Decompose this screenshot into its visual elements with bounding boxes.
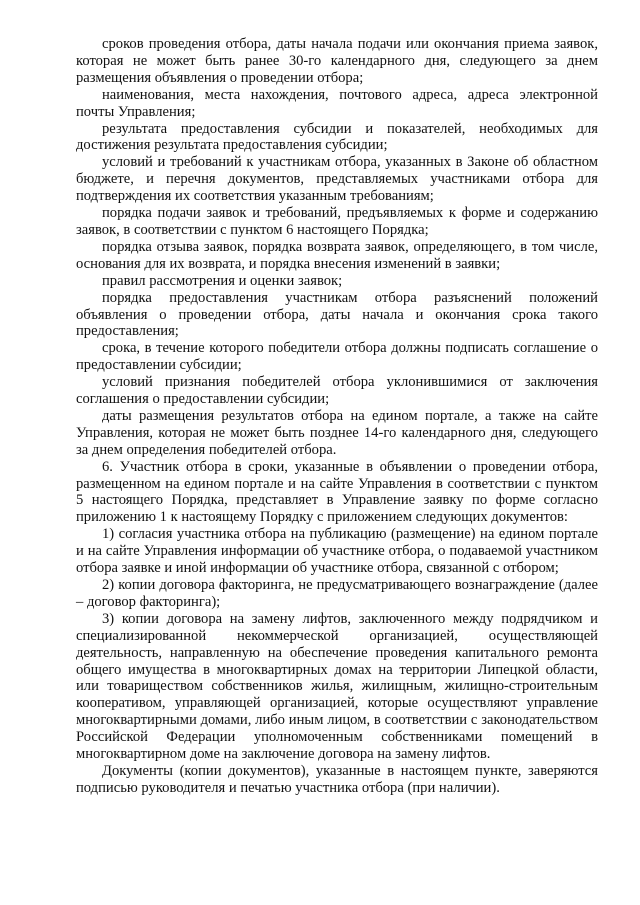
paragraph-item-2-factoring: 2) копии договора факторинга, не предусматривающего вознаграждение (далее – договор факторинга);	[76, 577, 598, 610]
paragraph-item-3-elevator-contract: 3) копии договора на замену лифтов, заключенного между подрядчиком и специализированной некоммерческой организацией, осуществляющей деятельность, направленную на обеспечение проведения капитального ремонта общего имущества в многоквартирных домах на территории Липецкой области, или товариществом собственников жилья, жилищным, жилищно-строительным кооперативом, управляющей организацией, которые осуществляют управление многоквартирными домами, либо иным лицом, в соответствии с законодательством Российской Федерации уполномоченным собственниками помещений в многоквартирном доме на заключение договора на замену лифтов.	[76, 610, 598, 763]
paragraph-evasion-conditions: условий признания победителей отбора уклонившимися от заключения соглашения о предоставлении субсидии;	[76, 374, 598, 408]
paragraph-results-publication: даты размещения результатов отбора на едином портале, а также на сайте Управления, которая не может быть позднее 14-го календарного дня, следующего за днем определения победителей отбора.	[76, 407, 598, 458]
paragraph-certification: Документы (копии документов), указанные в настоящем пункте, заверяются подписью руководителя и печатью участника отбора (при наличии).	[76, 762, 598, 796]
paragraph-submission-procedure: порядка подачи заявок и требований, предъявляемых к форме и содержанию заявок, в соответствии с пунктом 6 настоящего Порядка;	[76, 205, 598, 238]
paragraph-clarifications: порядка предоставления участникам отбора разъяснений положений объявления о проведении отбора, даты начала и окончания срока такого предоставления;	[76, 289, 598, 340]
paragraph-signing-deadline: срока, в течение которого победители отбора должны подписать соглашение о предоставлении субсидии;	[76, 340, 598, 374]
paragraph-withdrawal-procedure: порядка отзыва заявок, порядка возврата заявок, определяющего, в том числе, основания для их возврата, и порядка внесения изменений в заявки;	[76, 238, 598, 272]
paragraph-section-6: 6. Участник отбора в сроки, указанные в объявлении о проведении отбора, размещенном на едином портале и на сайте Управления в соответствии с пунктом 5 настоящего Порядка, представляет в Управление заявку по форме согласно приложению 1 к настоящему Порядку с приложением следующих документов:	[76, 458, 598, 526]
paragraph-deadlines: сроков проведения отбора, даты начала подачи или окончания приема заявок, которая не может быть ранее 30-го календарного дня, следующего за днем размещения объявления о проведении отбора;	[76, 36, 598, 86]
paragraph-review-rules: правил рассмотрения и оценки заявок;	[102, 272, 343, 289]
paragraph-subsidy-result: результата предоставления субсидии и показателей, необходимых для достижения результата предоставления субсидии;	[76, 120, 598, 154]
paragraph-participant-requirements: условий и требований к участникам отбора, указанных в Законе об областном бюджете, и перечня документов, представляемых участниками отбора для подтверждения их соответствия указанным требованиям;	[76, 154, 598, 205]
paragraph-office-address: наименования, места нахождения, почтового адреса, адреса электронной почты Управления;	[76, 86, 598, 120]
paragraph-item-1-consent: 1) согласия участника отбора на публикацию (размещение) на едином портале и на сайте Управления информации об участнике отбора, о подаваемой участником отбора заявке и иной информации об участнике отбора, связанной с отбором;	[76, 526, 598, 577]
document-body	[76, 36, 598, 797]
